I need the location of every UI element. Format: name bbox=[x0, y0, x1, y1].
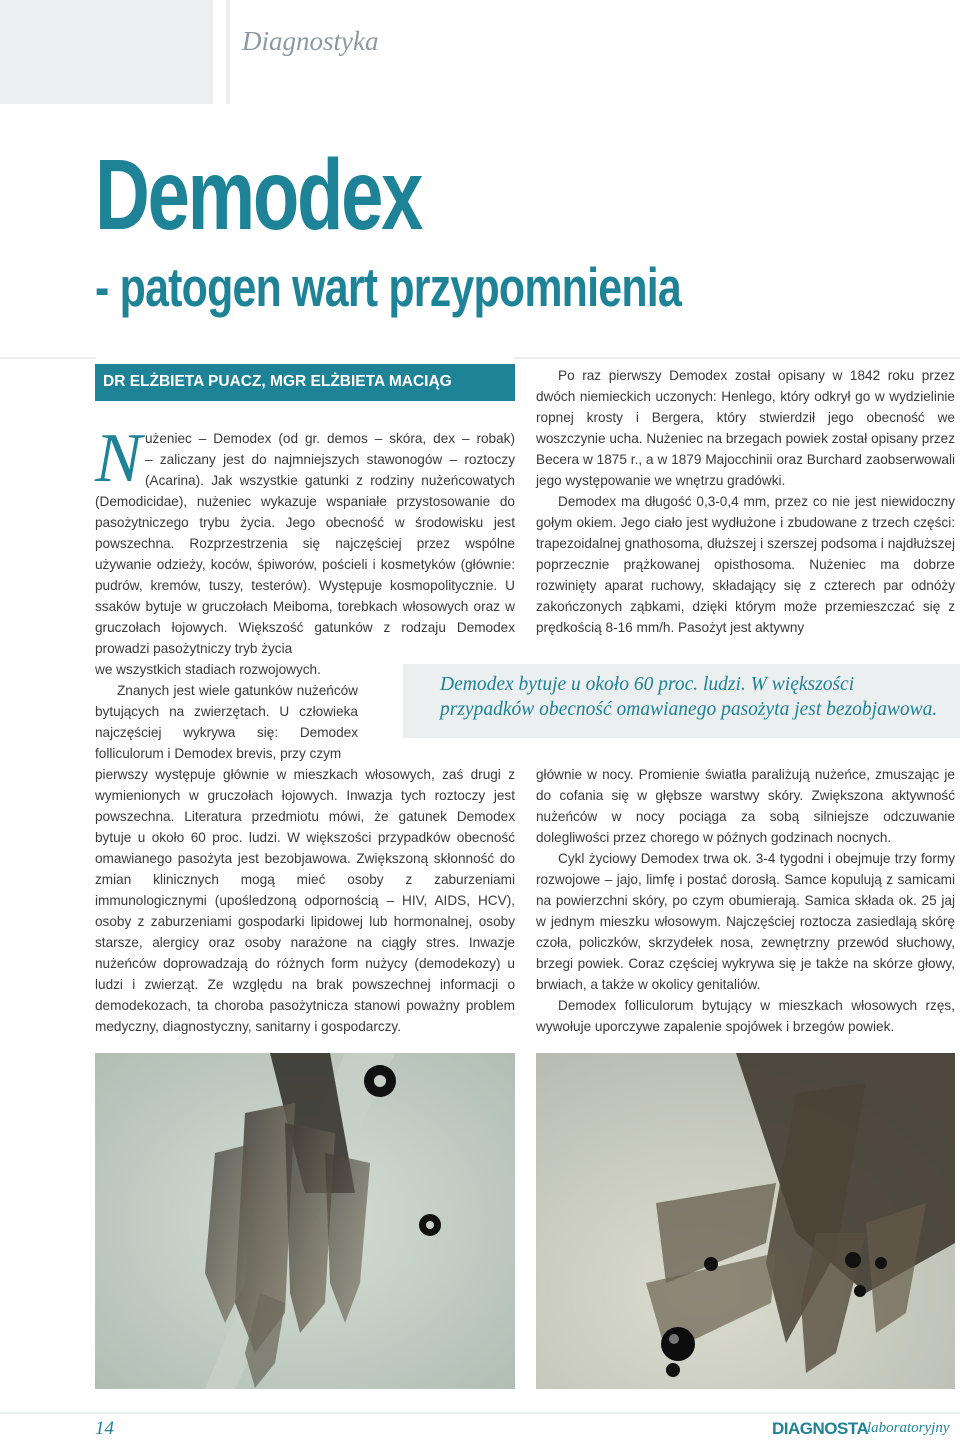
intro-line-2: – zaliczany jest do najmniejszych stawonogów – roztoczy bbox=[145, 452, 515, 467]
header-divider bbox=[226, 0, 230, 104]
col2-bottom bbox=[536, 764, 955, 1037]
intro-line-1: użeniec – Demodex (od gr. demos – skóra, dex – robak) bbox=[145, 431, 515, 446]
journal-brand: DIAGNOSTA bbox=[772, 1419, 869, 1438]
col2-p4-text: Cykl życiowy Demodex trwa ok. 3-4 tygodni i obejmuje trzy formy rozwojowe – jajo, limfę i postać dorosłą. Samce kopulują z samicami na powierzchni skóry, po czym obumierają. Samica składa ok. 25 jaj w jednym mieszku włosowym. Najczęściej roztocza zasiedlają skórę czoła, policzków, skrzydełek nosa, zewnętrzny przewód słuchowy, brzegi powiek. Coraz częściej wykrywa się je także na skórze głowy, brwiach, a także w okolicy genitaliów. bbox=[536, 851, 955, 992]
col1-paragraph-2b bbox=[95, 764, 515, 1037]
col2-p2-text: Demodex ma długość 0,3-0,4 mm, przez co nie jest niewidoczny gołym okiem. Jego ciało jest wydłużone i zbudowane z trzech części: trapezoidalnej gnathosoma, dłuższej i szerszej podsoma i najdłuższej poprzecznie prążkowanej opisthosoma. Nużeniec ma dobrze rozwinięty aparat ruchowy, składający się z czterech par odnóży zakończonych ząbkami, dzięki którym może przemieszczać się z prędkością 8-16 mm/h. Pasożyt jest aktywny bbox=[536, 494, 955, 635]
col2-top bbox=[536, 365, 955, 638]
article-title: Demodex bbox=[95, 139, 422, 251]
col1-p2a-text: Znanych jest wiele gatunków nużeńców bytujących na zwierzętach. U człowieka najczęściej wykrywa się: Demodex folliculorum i Demodex brevis, przy czym bbox=[95, 683, 358, 761]
col1-p2b-text: pierwszy występuje głównie w mieszkach włosowych, zaś drugi z wymienionych w gruczołach łojowych. Inwazja tych roztoczy jest powszechna. Literatura przedmiotu mówi, że gatunek Demodex bytuje u około 60 proc. ludzi. W większości przypadków obecność omawianego pasożyta jest bezobjawowa. Zwiększoną skłonność do zmian klinicznych mogą mieć osoby z zaburzeniami immunologicznymi (upośledzoną odpornością – HIV, AIDS, HCV), osoby z zaburzeniami gospodarki lipidowej lub hormonalnej, osoby starsze, alergicy oraz osoby narażone na ciągły stres. Inwazje nużeńców doprowadzają do różnych form nużycy (demodekozy) u ludzi i zwierząt. Ze względu na brak powszechnej informacji o demodekozach, ta choroba pasożytnicza stanowi poważny problem medyczny, diagnostyczny, sanitarny i gospodarczy. bbox=[95, 767, 515, 1034]
divider-right bbox=[513, 357, 960, 359]
col2-p5-text: Demodex folliculorum bytujący w mieszkach włosowych rzęs, wywołuje uporczywe zapalenie spojówek i brzegów powiek. bbox=[536, 998, 955, 1034]
article-subtitle: - patogen wart przypomnienia bbox=[95, 256, 681, 318]
header-tab bbox=[0, 0, 213, 104]
dropcap: N bbox=[95, 420, 142, 497]
journal-brand-sub: laboratoryjny bbox=[867, 1420, 950, 1436]
divider-left bbox=[0, 357, 96, 359]
section-label: Diagnostyka bbox=[242, 26, 379, 56]
page-number: 14 bbox=[95, 1418, 114, 1439]
col1-p1-text: (Demodicidae), nużeniec wykazuje wspaniałe przystosowanie do pasożytniczego trybu życia. Jego obecność w środowisku jest powszechna. Rozprzestrzenia się najczęściej przez wspólne używanie odzieży, koców, śpiworów, pościeli i kosmetyków (głównie: pudrów, kremów, tuszy, testerów). Występuje kosmopolitycznie. U ssaków bytuje w gruczołach Meiboma, torebkach włosowych oraz w gruczołach łojowych. Większość gatunków z rodzaju Demodex prowadzi pasożytniczy tryb życia bbox=[95, 494, 515, 656]
col1-p1-end: we wszystkich stadiach rozwojowych. bbox=[95, 662, 321, 677]
pull-quote-bar bbox=[403, 664, 415, 738]
col1-paragraph-2a bbox=[95, 680, 358, 764]
col1-p1-end-wrap bbox=[95, 659, 405, 680]
col1-paragraph-1 bbox=[95, 491, 515, 659]
intro-line-3: (Acarina). Jak wszystkie gatunki z rodziny nużeńcowatych bbox=[145, 473, 515, 488]
pull-quote: Demodex bytuje u około 60 proc. ludzi. W większości przypadków obecność omawianego pasożyta jest bezobjawowa. bbox=[440, 674, 938, 720]
footer-divider bbox=[0, 1412, 960, 1414]
authors: DR ELŻBIETA PUACZ, MGR ELŻBIETA MACIĄG bbox=[103, 373, 452, 390]
col2-p1-text: Po raz pierwszy Demodex został opisany w 1842 roku przez dwóch niemieckich uczonych: Henlego, który odkrył go w wydzielinie ropnej krosty i Bergera, który stwierdził jego obecność we woszczynie ucha. Nużeniec na brzegach powiek został opisany przez Becera w 1875 r., a w 1879 Majocchinii oraz Burchard zaobserwowali jego występowanie we wnętrzu gradówki. bbox=[536, 368, 955, 488]
col2-p3-text: głównie w nocy. Promienie światła paraliżują nużeńce, zmuszając je do cofania się w głębsze warstwy skóry. Zwiększona aktywność nużeńców w nocy pociąga za sobą silniejsze odczuwanie dolegliwości przez chorego w późnych godzinach nocnych. bbox=[536, 767, 955, 845]
intro-lines bbox=[145, 428, 515, 491]
micrograph-left bbox=[95, 1053, 515, 1389]
micrograph-right bbox=[536, 1053, 955, 1389]
